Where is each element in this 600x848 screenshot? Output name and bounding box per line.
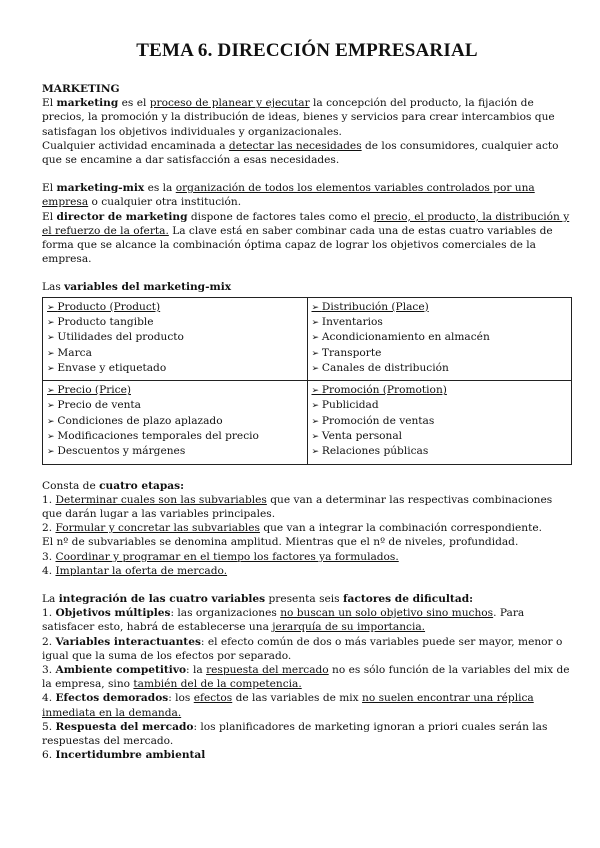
- variables-table: [42, 297, 572, 465]
- factor-6: 6. Incertidumbre ambiental: [42, 749, 206, 762]
- etapa-1: 1. Determinar cuales son las subvariables que van a determinar las respectivas combinaciones que darán lugar a las variables principales.: [42, 493, 553, 521]
- paragraph-marketing-activity: Cualquier actividad encaminada a detectar las necesidades de los consumidores, cualquier acto que se encamine a dar satisfacción a esas necesidades.: [42, 139, 559, 167]
- list-item: ➢ Producto tangible: [47, 315, 303, 330]
- page-title: TEMA 6. DIRECCIÓN EMPRESARIAL: [136, 40, 478, 61]
- list-item: ➢ Canales de distribución: [312, 361, 568, 376]
- cell-head: ➢ Promoción (Promotion): [312, 383, 568, 398]
- list-item: ➢ Descuentos y márgenes: [47, 444, 303, 459]
- list-item: ➢ Promoción de ventas: [312, 414, 568, 429]
- etapas-heading: Consta de cuatro etapas:: [42, 479, 184, 492]
- list-item: ➢ Marca: [47, 346, 303, 361]
- section-heading-marketing: MARKETING: [42, 83, 120, 95]
- list-item: ➢ Venta personal: [312, 429, 568, 444]
- integracion-heading: La integración de las cuatro variables presenta seis factores de dificultad:: [42, 593, 474, 606]
- list-item: ➢ Precio de venta: [47, 398, 303, 413]
- cell-promocion: [307, 381, 572, 464]
- etapa-3: 3. Coordinar y programar en el tiempo los factores ya formulados.: [42, 550, 399, 563]
- variables-heading: Las variables del marketing-mix: [42, 281, 232, 294]
- list-item: ➢ Acondicionamiento en almacén: [312, 330, 568, 345]
- cell-head: ➢ Precio (Price): [47, 383, 303, 398]
- etapa-2: 2. Formular y concretar las subvariables que van a integrar la combinación correspondiente.: [42, 522, 542, 535]
- cell-producto: [43, 297, 308, 380]
- paragraph-marketing-mix: El marketing-mix es la organización de todos los elementos variables controlados por una empresa o cualquier otra institución.: [42, 182, 535, 209]
- cell-distribucion: [307, 297, 572, 380]
- etapa-note: El nº de subvariables se denomina amplitud. Mientras que el nº de niveles, profundidad.: [42, 536, 519, 549]
- factor-3: 3. Ambiente competitivo: la respuesta del mercado no es sólo función de la variables del mix de la empresa, sino también del de la competencia.: [42, 664, 570, 691]
- list-item: ➢ Publicidad: [312, 398, 568, 413]
- factor-1: 1. Objetivos múltiples: las organizaciones no buscan un solo objetivo sino muchos. Para satisfacer esto, habrá de establecerse una jerarquía de su importancia.: [42, 607, 525, 634]
- cell-precio: [43, 381, 308, 464]
- cell-head: ➢ Producto (Product): [47, 300, 303, 315]
- factor-2: 2. Variables interactuantes: el efecto común de dos o más variables puede ser mayor, menor o igual que la suma de los efectos por separado.: [42, 635, 563, 662]
- etapa-4: 4. Implantar la oferta de mercado.: [42, 564, 228, 577]
- document-page: [42, 40, 572, 762]
- factor-5: 5. Respuesta del mercado: los planificadores de marketing ignoran a priori cuales serán las respuestas del mercado.: [42, 720, 548, 748]
- list-item: ➢ Envase y etiquetado: [47, 361, 303, 376]
- list-item: ➢ Relaciones públicas: [312, 444, 568, 459]
- list-item: ➢ Utilidades del producto: [47, 330, 303, 345]
- list-item: ➢ Modificaciones temporales del precio: [47, 429, 303, 444]
- list-item: ➢ Condiciones de plazo aplazado: [47, 414, 303, 429]
- paragraph-marketing-definition: El marketing es el proceso de planear y ejecutar la concepción del producto, la fijación de precios, la promoción y la distribución de ideas, bienes y servicios para crear intercambios que satisfagan los objetivos individuales y organizacionales.: [42, 97, 555, 138]
- list-item: ➢ Transporte: [312, 346, 568, 361]
- factor-4: 4. Efectos demorados: los efectos de las variables de mix no suelen encontrar una réplica inmediata en la demanda.: [42, 692, 534, 719]
- paragraph-director-marketing: El director de marketing dispone de factores tales como el precio, el producto, la distribución y el refuerzo de la oferta. La clave está en saber combinar cada una de estas cuatro variables de forma que se alcance la combinación óptima capaz de lograr los objetivos comerciales de la empresa.: [42, 210, 570, 266]
- cell-head: ➢ Distribución (Place): [312, 300, 568, 315]
- list-item: ➢ Inventarios: [312, 315, 568, 330]
